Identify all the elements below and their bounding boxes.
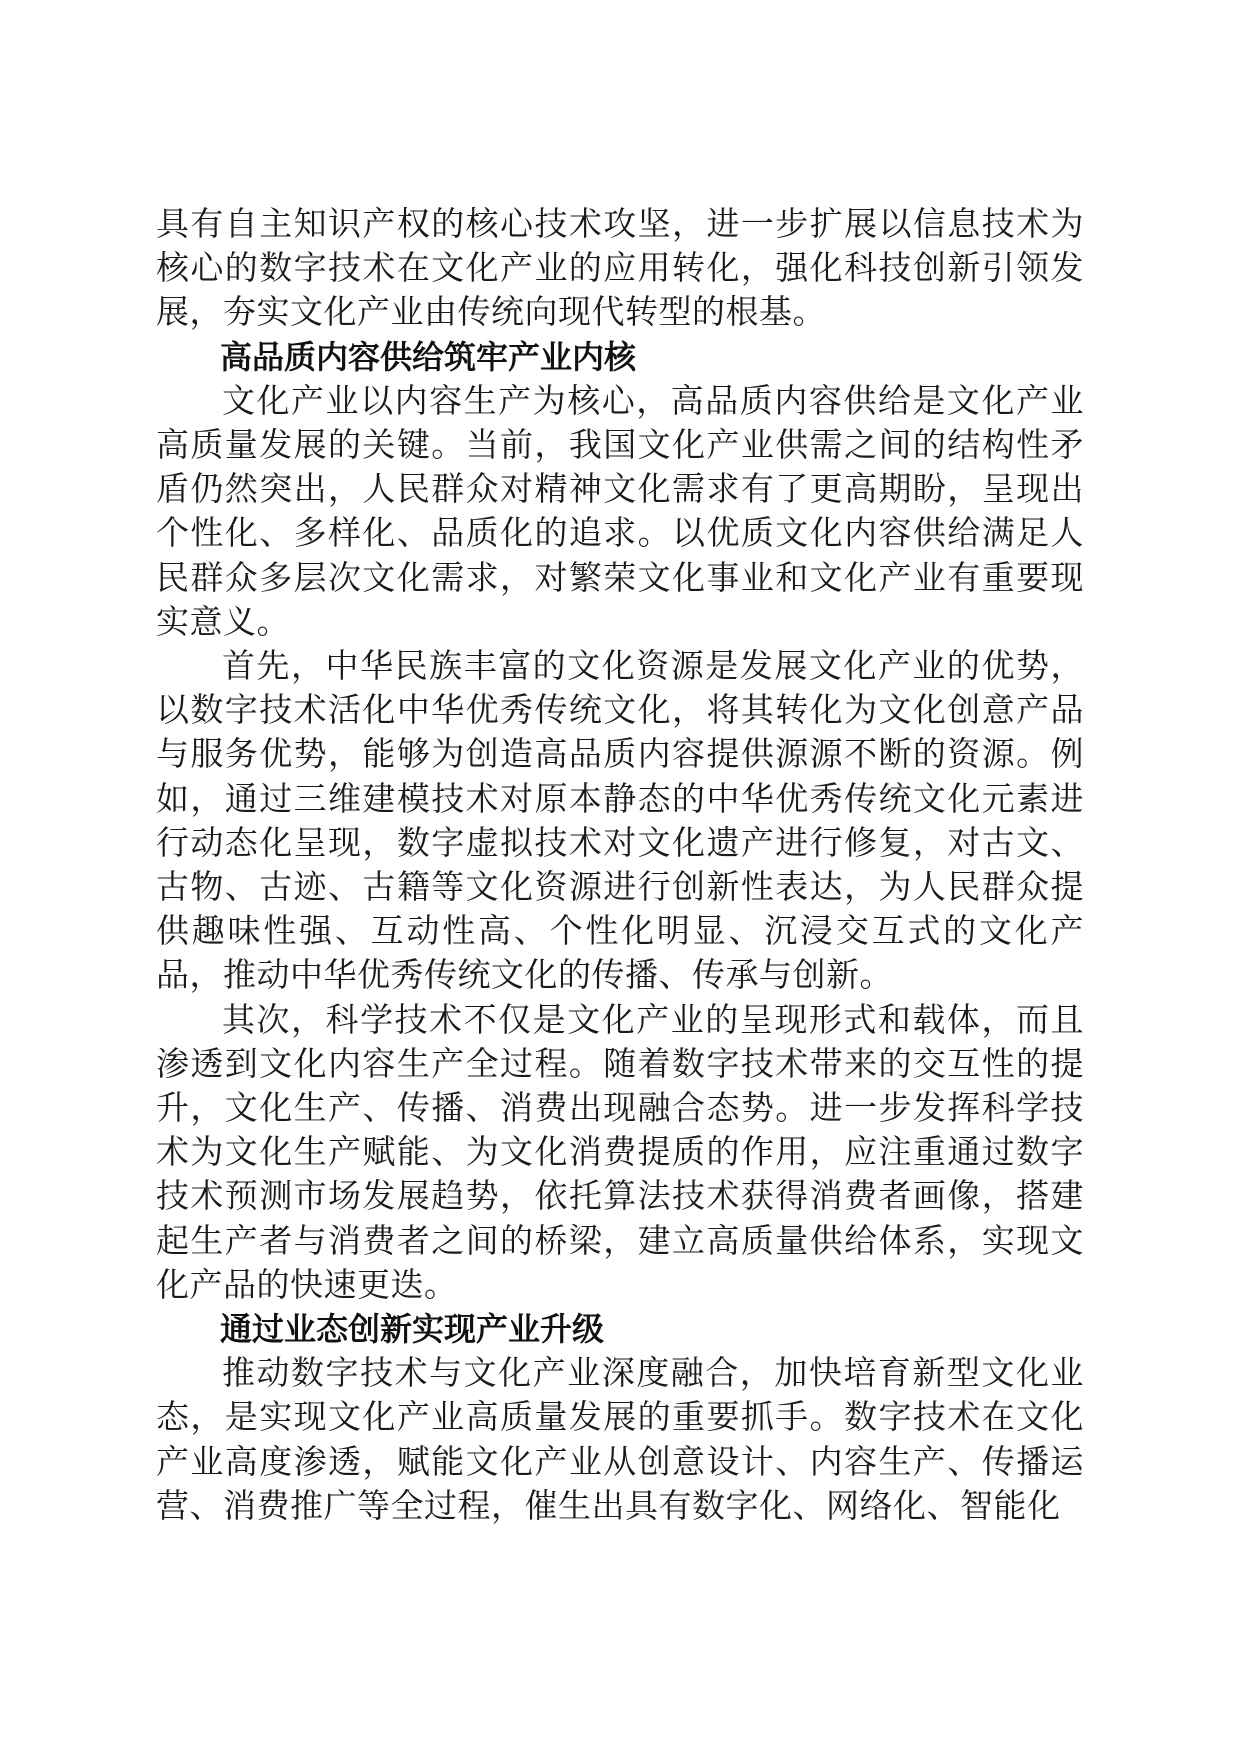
section-heading-industry-upgrade: 通过业态创新实现产业升级: [220, 1310, 605, 1349]
continued-paragraph: 具有自主知识产权的核心技术攻坚，进一步扩展以信息技术为核心的数字技术在文化产业的应用转化，强化科技创新引领发展，夯实文化产业由传统向现代转型的根基。: [156, 204, 1084, 332]
paragraph-content-core: 文化产业以内容生产为核心，高品质内容供给是文化产业高质量发展的关键。当前，我国文化产业供需之间的结构性矛盾仍然突出，人民群众对精神文化需求有了更高期盼，呈现出个性化、多样化、品质化的追求。以优质文化内容供给满足人民群众多层次文化需求，对繁荣文化事业和文化产业有重要现实意义。: [156, 380, 1084, 641]
paragraph-first-cultural-resources: 首先，中华民族丰富的文化资源是发展文化产业的优势，以数字技术活化中华优秀传统文化，将其转化为文化创意产品与服务优势，能够为创造高品质内容提供源源不断的资源。例如，通过三维建模技术对原本静态的中华优秀传统文化元素进行动态化呈现，数字虚拟技术对文化遗产进行修复，对古文、古物、古迹、古籍等文化资源进行创新性表达，为人民群众提供趣味性强、互动性高、个性化明显、沉浸交互式的文化产品，推动中华优秀传统文化的传播、传承与创新。: [156, 646, 1084, 995]
section-heading-content-supply: 高品质内容供给筑牢产业内核: [220, 337, 637, 376]
paragraph-digital-integration: 推动数字技术与文化产业深度融合，加快培育新型文化业态，是实现文化产业高质量发展的重要抓手。数字技术在文化产业高度渗透，赋能文化产业从创意设计、内容生产、传播运营、消费推广等全过程，催生出具有数字化、网络化、智能化: [156, 1353, 1084, 1525]
document-body: [156, 202, 1084, 1528]
paragraph-second-technology: 其次，科学技术不仅是文化产业的呈现形式和载体，而且渗透到文化内容生产全过程。随着数字技术带来的交互性的提升，文化生产、传播、消费出现融合态势。进一步发挥科学技术为文化生产赋能、为文化消费提质的作用，应注重通过数字技术预测市场发展趋势，依托算法技术获得消费者画像，搭建起生产者与消费者之间的桥梁，建立高质量供给体系，实现文化产品的快速更迭。: [156, 999, 1084, 1304]
